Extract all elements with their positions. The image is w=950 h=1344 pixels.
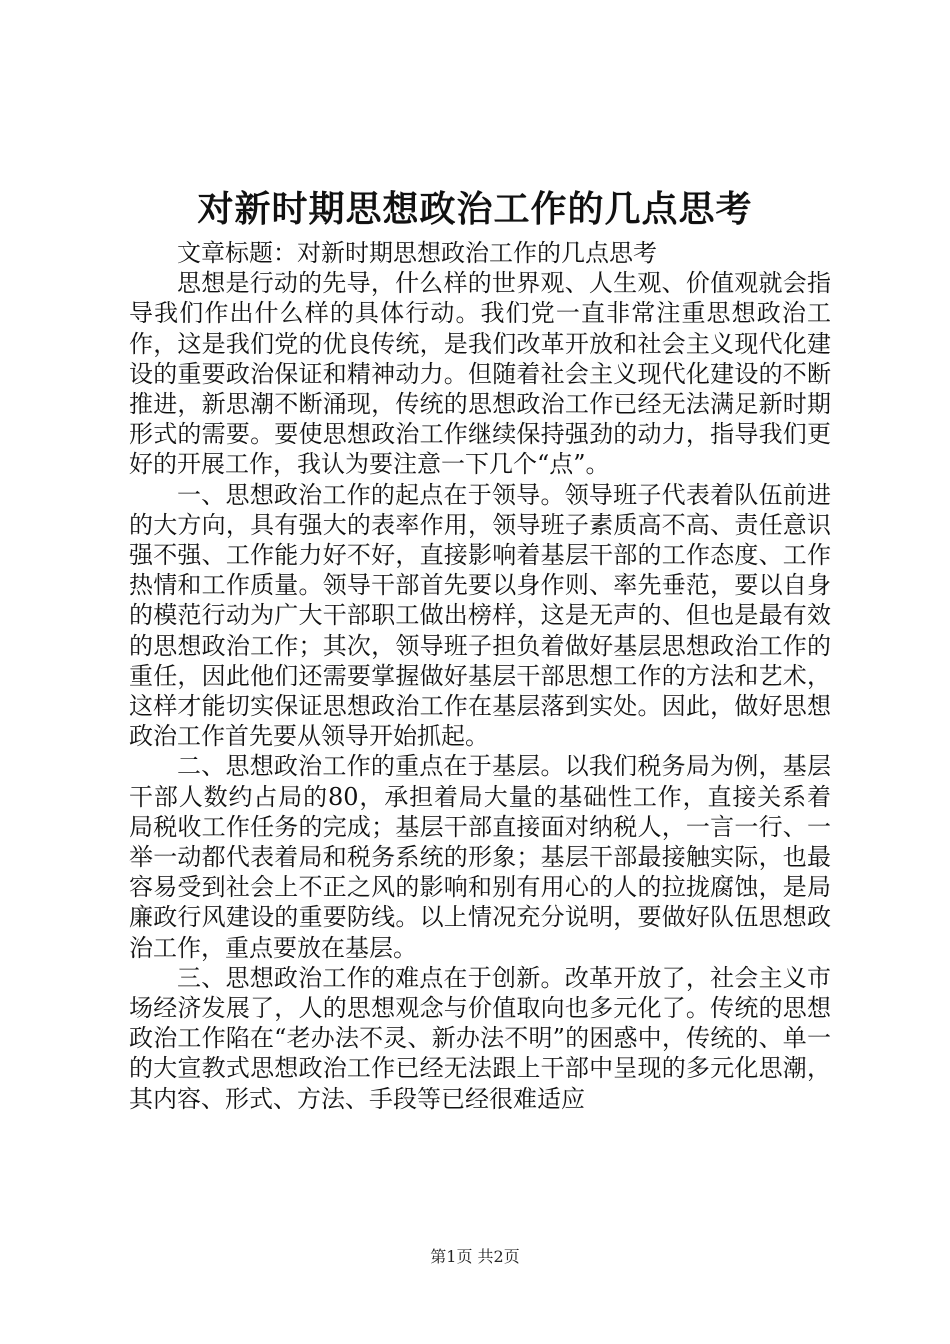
paragraph-point-one: 一、思想政治工作的起点在于领导。领导班子代表着队伍前进的大方向，具有强大的表率作用，领导班子素质高不高、责任意识强不强、工作能力好不好，直接影响着基层干部的工作态度、工作热情和工作质量。领导干部首先要以身作则、率先垂范，要以自身的模范行动为广大干部职工做出榜样，这是无声的、但也是最有效的思想政治工作；其次，领导班子担负着做好基层思想政治工作的重任，因此他们还需要掌握做好基层干部思想工作的方法和艺术，这样才能切实保证思想政治工作在基层落到实处。因此，做好思想政治工作首先要从领导开始抓起。: [129, 480, 831, 751]
paragraph-point-two: 二、思想政治工作的重点在于基层。以我们税务局为例，基层干部人数约占局的80，承担着局大量的基础性工作，直接关系着局税收工作任务的完成；基层干部直接面对纳税人，一言一行、一举一动都代表着局和税务系统的形象；基层干部最接触实际，也最容易受到社会上不正之风的影响和别有用心的人的拉拢腐蚀，是局廉政行风建设的重要防线。以上情况充分说明，要做好队伍思想政治工作，重点要放在基层。: [129, 752, 831, 962]
page-number-footer: 第1页 共2页: [430, 1247, 520, 1266]
paragraph-intro: 思想是行动的先导，什么样的世界观、人生观、价值观就会指导我们作出什么样的具体行动。我们党一直非常注重思想政治工作，这是我们党的优良传统，是我们改革开放和社会主义现代化建设的重要政治保证和精神动力。但随着社会主义现代化建设的不断推进，新思潮不断涌现，传统的思想政治工作已经无法满足新时期形式的需要。要使思想政治工作继续保持强劲的动力，指导我们更好的开展工作，我认为要注意一下几个“点”。: [129, 269, 831, 479]
article-title-line: 文章标题：对新时期思想政治工作的几点思考: [177, 239, 657, 267]
document-body: [129, 238, 831, 1114]
document-title: 对新时期思想政治工作的几点思考: [197, 189, 753, 230]
paragraph-point-three: 三、思想政治工作的难点在于创新。改革开放了，社会主义市场经济发展了，人的思想观念与价值取向也多元化了。传统的思想政治工作陷在“老办法不灵、新办法不明”的困惑中，传统的、单一的大宣教式思想政治工作已经无法跟上干部中呈现的多元化思潮，其内容、形式、方法、手段等已经很难适应: [129, 963, 831, 1113]
